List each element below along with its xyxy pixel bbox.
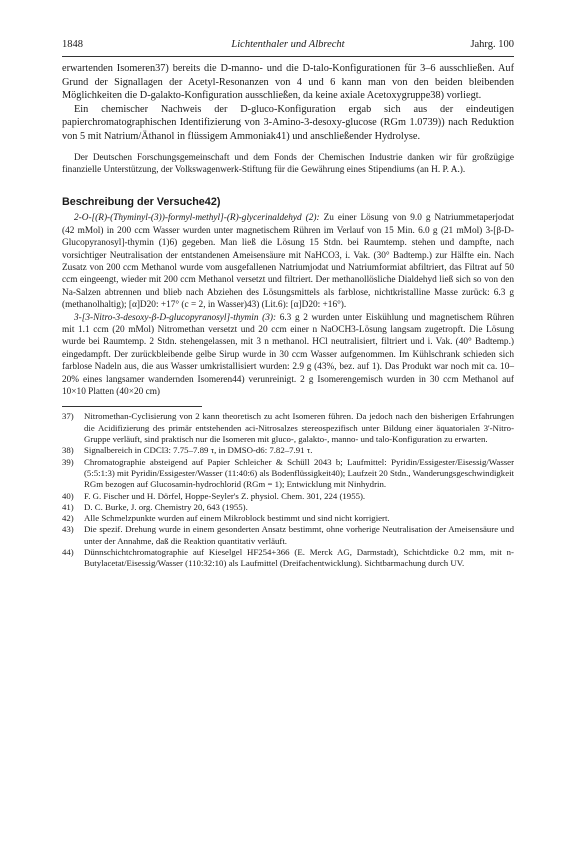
footnote bbox=[62, 513, 514, 524]
experimental-paragraph bbox=[62, 212, 514, 311]
acknowledgement: Der Deutschen Forschungsgemeinschaft und dem Fonds der Chemischen Industrie danken wir für großzügige finanzielle Unterstützung, der Volkswagenwerk-Stiftung für die Gewährung eines Stipendiums (an H. P. A.). bbox=[62, 152, 514, 175]
body-paragraph: Ein chemischer Nachweis der D-gluco-Konfiguration ergab sich aus der eindeutigen papierchromatographischen Identifizierung von 3-Amino-3-desoxy-glucose (RGm 1.0739)) nach Reduktion von 5 mit Natrium/Äthanol in flüssigem Ammoniak41) und anschließender Hydrolyse. bbox=[62, 103, 514, 142]
footnote bbox=[62, 502, 514, 513]
footnote-number: 41) bbox=[62, 501, 74, 512]
page-header bbox=[62, 38, 514, 52]
header-rule bbox=[62, 56, 514, 57]
footnote bbox=[62, 445, 514, 456]
footnote-number: 43) bbox=[62, 524, 74, 535]
footnote-text: Chromatographie absteigend auf Papier Schleicher & Schüll 2043 b; Laufmittel: Pyridin/Essigester/Eisessig/Wasser (5:5:1:3) mit Pyridin/Essigester/Wasser (11:40:6) als Bodenflüssigkeit40); Laufzeit 20 Stdn., Wanderungsgeschwindigkeit RGm bezogen auf Glucosamin-hydrochlorid (RGm = 1); Entwicklung mit Ninhydrin. bbox=[84, 456, 514, 490]
section-heading: Beschreibung der Versuche42) bbox=[62, 196, 221, 209]
compound-name: 2-O-[(R)-(Thyminyl-(3))-formyl-methyl]-(R)-glycerinaldehyd (2): bbox=[74, 213, 320, 224]
footnote bbox=[62, 411, 514, 445]
footnote bbox=[62, 547, 514, 570]
compound-name: 3-[3-Nitro-3-desoxy-β-D-glucopyranosyl]-thymin (3): bbox=[74, 312, 277, 323]
footnote-text: Die spezif. Drehung wurde in einem gesonderten Ansatz bestimmt, ohne vorherige Neutralisation der Ameisensäure und unter der Annahme, daß die Reaktion quantitativ verläuft. bbox=[84, 524, 514, 546]
footnote-text: F. G. Fischer und H. Dörfel, Hoppe-Seyler's Z. physiol. Chem. 301, 224 (1955). bbox=[84, 490, 366, 501]
footnote-text: Signalbereich in CDCl3: 7.75–7.89 τ, in DMSO-d6: 7.82–7.91 τ. bbox=[84, 445, 313, 456]
experimental-paragraph bbox=[62, 312, 514, 399]
body-paragraph: erwartenden Isomeren37) bereits die D-manno- und die D-talo-Konfigurationen für 3–6 ausschließen. Auf Grund der Signallagen der Acetyl-Resonanzen von 4 und 6 kann man von den beiden bleibenden Möglichkeiten die D-galakto-Konfiguration ausschließen, da keine axiale Acetoxygruppe38) vorliegt. bbox=[62, 63, 514, 102]
journal-year: Jahrg. 100 bbox=[470, 39, 514, 50]
footnote-number: 40) bbox=[62, 490, 74, 501]
footnote-rule bbox=[62, 406, 202, 407]
footnote bbox=[62, 491, 514, 502]
footnote-text: Nitromethan-Cyclisierung von 2 kann theoretisch zu acht Isomeren führen. Da jedoch nach den bisherigen Erfahrungen die Acidifizierung des primär entstehenden aci-Nitrosalzes stereospezifisch unter Bildung einer äquatorialen 3'-Nitro-Gruppe verläuft, sind praktisch nur die Isomeren mit gluco-, galakto-, manno- und talo-Konfiguration zu erwarten. bbox=[84, 411, 514, 445]
footnote bbox=[62, 457, 514, 491]
page-number: 1848 bbox=[62, 39, 83, 50]
running-authors: Lichtenthaler und Albrecht bbox=[231, 39, 345, 50]
procedure-text: Zu einer Lösung von 9.0 g Natriummetaperjodat (42 mMol) in 200 ccm Wasser wurden unter magnetischem Rühren im Verlauf von 15 Min. 6.0 g (21 mMol) 3-[β-D-Glucopyranosyl]-thymin (1)6) gegeben. Man ließ die Lösung 15 Stdn. bei Raumtemp. stehen und dampfte, nach vorsichtiger Neutralisation der entstandenen Ameisensäure mit NaHCO3, i. Vak. (30° Badtemp.) zur Hälfte ein. Nach Zusatz von 200 ccm Methanol wurde vom ausgefallenen Natriumjodat und Natriumformiat abfiltriert, das Filtrat auf 50 ccm eingeengt, wieder mit 200 ccm Methanol versetzt und filtriert. Der methanollösliche Dialdehyd ließ sich so von den Na-Salzen abtrennen und blieb nach Abziehen des Lösungsmittels als farblose, nichtkristalline Masse zurück: 6.3 g (methanolhaltig); [α]D20: +17° (c = 2, in Wasser)43) (Lit.6): [α]D20: +16°). bbox=[62, 213, 514, 311]
footnote-number: 37) bbox=[62, 411, 74, 422]
footnote bbox=[62, 524, 514, 547]
footnote-text: Alle Schmelzpunkte wurden auf einem Mikroblock bestimmt und sind nicht korrigiert. bbox=[84, 513, 390, 524]
procedure-text: 6.3 g 2 wurden unter Eiskühlung und magnetischem Rühren mit 1.1 ccm (20 mMol) Nitromethan versetzt und 20 ccm einer n NaOCH3-Lösung langsam zugetropft. Die Lösung wurde bei Raumtemp. 2 Stdn. stehengelassen, mit 3 n methanol. HCl neutralisiert, filtriert und i. Vak. (40° Badtemp.) eingedampft. Der zurückbleibende gelbe Sirup wurde in 30 ccm Wasser aufgenommen. Im Kühlschrank schieden sich farblose Nadeln aus, die aus Wasser umkristallisiert wurden: 2.9 g (43%, bez. auf 1). Das Produkt war noch mit ca. 10–20% eines langsamer wandernden Isomeren44) verunreinigt. 2 g Isomerengemisch wurden in 30 ccm Methanol auf 10×10 Platten (40×20 cm) bbox=[62, 312, 515, 398]
footnote-text: D. C. Burke, J. org. Chemistry 20, 643 (1955). bbox=[84, 501, 248, 512]
footnote-number: 44) bbox=[62, 547, 74, 558]
footnote-number: 42) bbox=[62, 513, 74, 524]
footnote-number: 38) bbox=[62, 445, 74, 456]
footnote-text: Dünnschichtchromatographie auf Kieselgel HF254+366 (E. Merck AG, Darmstadt), Schichtdicke 0.2 mm, mit n-Butylacetat/Eisessig/Wasser (110:32:10) als Laufmittel (Dreifachentwicklung). Sichtbarmachung durch UV. bbox=[84, 547, 514, 569]
page-body bbox=[62, 62, 514, 570]
footnote-number: 39) bbox=[62, 456, 74, 467]
